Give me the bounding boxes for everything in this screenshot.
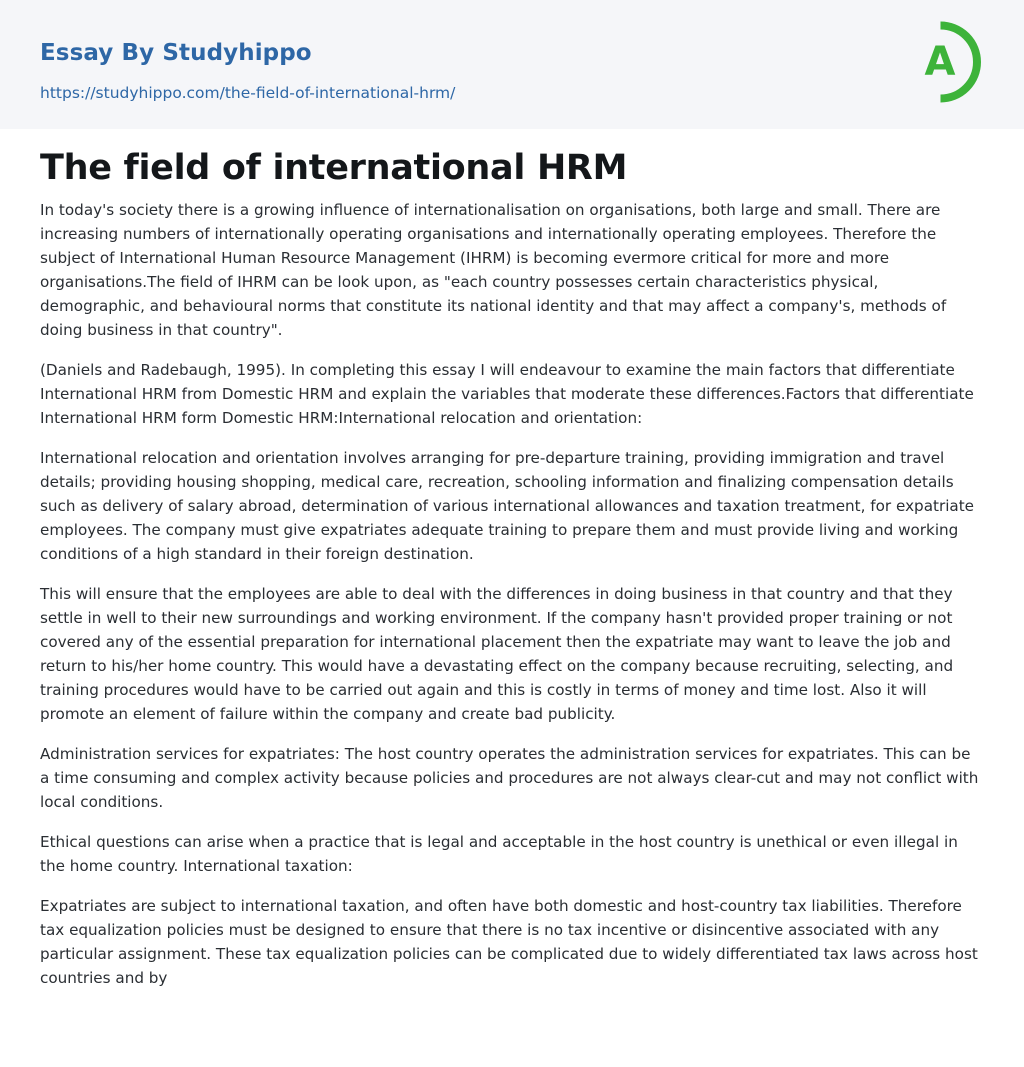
essay-paragraph-4: This will ensure that the employees are able to deal with the differences in doing business in that country and that they settle in well to their new surroundings and working environment. If the company hasn't provided proper training or not covered any of the essential preparation for international placement then the expatriate may want to leave the job and return to his/her home country. This would have a devastating effect on the company because recruiting, selecting, and training procedures would have to be carried out again and this is costly in terms of money and time lost. Also it will promote an element of failure within the company and create bad publicity. (40, 585, 954, 723)
essay-paragraph-5: Administration services for expatriates: The host country operates the administration services for expatriates. This can be a time consuming and complex activity because policies and procedures are not always clear-cut and may not conflict with local conditions. (40, 745, 979, 811)
essay-paragraph-1: In today's society there is a growing influence of internationalisation on organisations, both large and small. There are increasing numbers of internationally operating organisations and internationally operating employees. Therefore the subject of International Human Resource Management (IHRM) is becoming evermore critical for more and more organisations.The field of IHRM can be look upon, as "each country possesses certain characteristics physical, demographic, and behavioural norms that constitute its national identity and that may affect a company's, methods of doing business in that country". (40, 201, 947, 339)
source-url-link[interactable]: https://studyhippo.com/the-field-of-international-hrm/ (40, 84, 456, 102)
site-header (0, 0, 1024, 129)
studyhippo-logo-icon[interactable] (912, 18, 988, 106)
brand-title[interactable]: Essay By Studyhippo (40, 40, 312, 66)
essay-paragraph-7: Expatriates are subject to international taxation, and often have both domestic and host-country tax liabilities. Therefore tax equalization policies must be designed to ensure that there is no tax incentive or disincentive associated with any particular assignment. These tax equalization policies can be complicated due to widely differentiated tax laws across host countries and by (40, 897, 978, 987)
essay-body (40, 198, 984, 990)
logo-letter: A (924, 39, 956, 85)
essay-content (40, 146, 984, 1006)
essay-paragraph-6: Ethical questions can arise when a practice that is legal and acceptable in the host country is unethical or even illegal in the home country. International taxation: (40, 833, 958, 875)
essay-paragraph-3: International relocation and orientation involves arranging for pre-departure training, providing immigration and travel details; providing housing shopping, medical care, recreation, schooling information and finalizing compensation details such as delivery of salary abroad, determination of various international allowances and taxation treatment, for expatriate employees. The company must give expatriates adequate training to prepare them and must provide living and working conditions of a high standard in their foreign destination. (40, 449, 975, 563)
page-title: The field of international HRM (40, 148, 628, 188)
essay-paragraph-2: (Daniels and Radebaugh, 1995). In completing this essay I will endeavour to examine the main factors that differentiate International HRM from Domestic HRM and explain the variables that moderate these differences.Factors that differentiate International HRM form Domestic HRM:International relocation and orientation: (40, 361, 974, 427)
